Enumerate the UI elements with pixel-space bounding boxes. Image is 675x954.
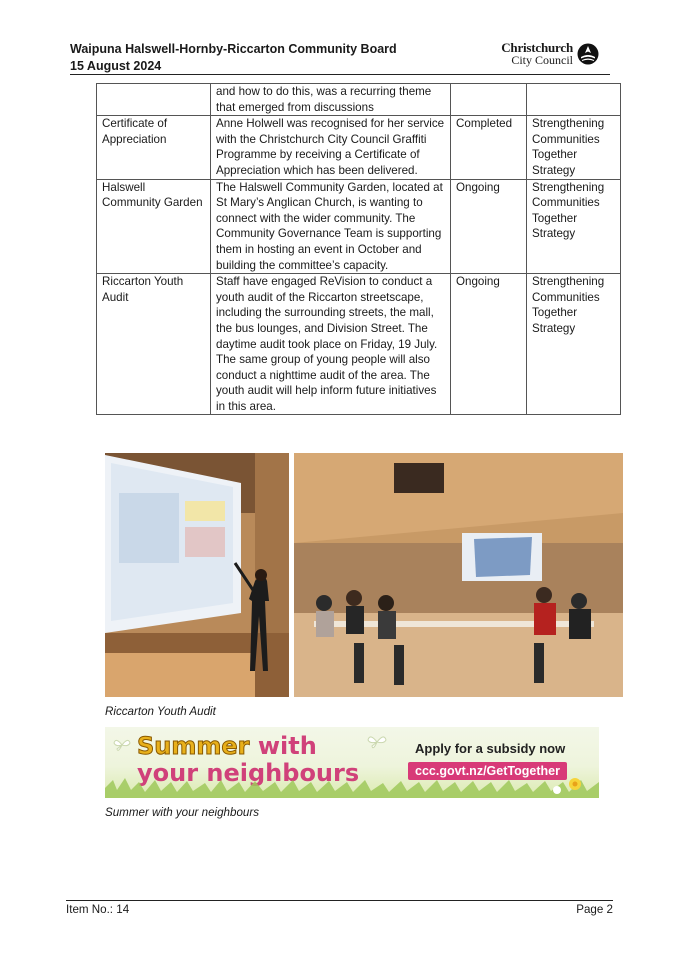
photo-caption: Riccarton Youth Audit xyxy=(105,705,216,718)
description-cell: Staff have engaged ReVision to conduct a youth audit of the Riccarton streetscape, including the surrounding streets, the mall, the bus lounges, and Division Street. The daytime audit took place on Friday, 19 July. The same group of young people will also conduct a nighttime audit of the area. The youth audit will help inform future initiatives in this area. xyxy=(211,274,451,415)
table-row xyxy=(97,179,621,274)
table-row xyxy=(97,274,621,415)
banner-line-neighbours: your neighbours xyxy=(137,759,360,787)
header-divider xyxy=(70,74,610,75)
strategy-cell: Strengthening Communities Together Strategy xyxy=(527,274,621,415)
get-together-link[interactable]: ccc.govt.nz/GetTogether xyxy=(408,762,567,780)
council-logo xyxy=(501,42,599,66)
strategy-cell: Strengthening Communities Together Strategy xyxy=(527,179,621,274)
grass-decoration-icon xyxy=(105,776,599,798)
project-status-table xyxy=(96,83,621,415)
banner-word-summer: Summer xyxy=(137,732,250,760)
summer-banner xyxy=(105,727,599,798)
project-cell: Halswell Community Garden xyxy=(97,179,211,274)
description-cell: The Halswell Community Garden, located at St Mary’s Anglican Church, is wanting to connect with the wider community. The Community Governance Team is supporting them in hosting an event in October and building the committee’s capacity. xyxy=(211,179,451,274)
status-cell: Completed xyxy=(451,116,527,179)
status-cell: Ongoing xyxy=(451,274,527,415)
description-cell: Anne Holwell was recognised for her service with the Christchurch City Council Graffiti Programme by receiving a Certificate of Appreciation which has been delivered. xyxy=(211,116,451,179)
table-row xyxy=(97,116,621,179)
butterfly-icon xyxy=(367,733,387,751)
item-number: Item No.: 14 xyxy=(66,903,130,916)
status-cell: Ongoing xyxy=(451,179,527,274)
workshop-room-photo xyxy=(294,453,623,697)
butterfly-icon xyxy=(113,737,131,753)
status-cell xyxy=(451,84,527,116)
strategy-cell: Strengthening Communities Together Strategy xyxy=(527,116,621,179)
logo-line1: Christchurch xyxy=(501,40,573,55)
page-number: Page 2 xyxy=(576,903,613,916)
description-cell: and how to do this, was a recurring theme that emerged from discussions xyxy=(211,84,451,116)
board-title: Waipuna Halswell-Hornby-Riccarton Community Board xyxy=(70,42,397,56)
meeting-date: 15 August 2024 xyxy=(70,59,162,73)
banner-word-with: with xyxy=(257,732,317,760)
footer-divider xyxy=(66,900,613,901)
council-emblem-icon xyxy=(577,43,599,65)
subsidy-text: Apply for a subsidy now xyxy=(415,741,566,756)
youth-audit-photos xyxy=(105,453,623,697)
project-cell: Riccarton Youth Audit xyxy=(97,274,211,415)
table-row xyxy=(97,84,621,116)
logo-line2: City Council xyxy=(511,53,573,67)
presentation-photo xyxy=(105,453,289,697)
banner-caption: Summer with your neighbours xyxy=(105,806,260,819)
strategy-cell xyxy=(527,84,621,116)
project-cell xyxy=(97,84,211,116)
project-cell: Certificate of Appreciation xyxy=(97,116,211,179)
